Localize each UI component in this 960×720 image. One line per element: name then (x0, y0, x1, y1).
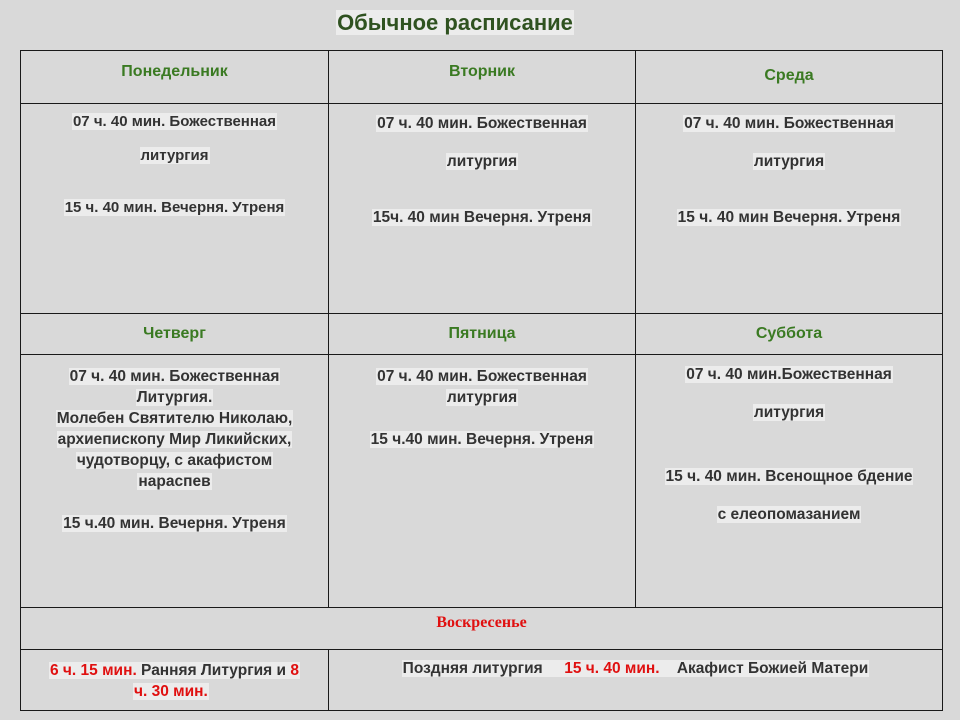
day-header-sat: Суббота (755, 325, 823, 342)
day-schedule-fri (329, 366, 635, 450)
akathist-label: Акафист Божией Матери (676, 660, 869, 677)
service-line: 07 ч. 40 мин.Божественная (686, 366, 892, 383)
akathist-time: 15 ч. 40 мин. (564, 660, 660, 677)
service-line: архиепископу Мир Ликийских, (57, 431, 292, 448)
service-line: 07 ч. 40 мин. Божественная (72, 113, 277, 130)
service-line: Молебен Святителю Николаю, (56, 410, 293, 427)
table-line-h2 (20, 313, 943, 314)
service-line: 15 ч. 40 мин Вечерня. Утреня (677, 209, 901, 226)
service-line: 15 ч.40 мин. Вечерня. Утреня (63, 515, 286, 532)
day-schedule-thu (21, 366, 328, 534)
service-line: 15ч. 40 мин Вечерня. Утреня (372, 209, 592, 226)
day-schedule-wed (636, 115, 942, 227)
service-line: 15 ч.40 мин. Вечерня. Утреня (370, 431, 594, 448)
day-schedule-sat (636, 366, 942, 524)
service-line: 07 ч. 40 мин. Божественная (377, 115, 587, 132)
day-header-mon: Понедельник (121, 63, 228, 80)
service-line: с елеопомазанием (717, 506, 861, 523)
table-line-h1 (20, 103, 943, 104)
table-line-h3 (20, 354, 943, 355)
service-line: литургия (753, 404, 825, 421)
service-line: 07 ч. 40 мин. Божественная (684, 115, 894, 132)
table-border-bottom (20, 710, 943, 711)
page-title: Обычное расписание (337, 10, 573, 35)
service-line: литургия (753, 153, 825, 170)
service-line: литургия (140, 147, 209, 164)
day-header-fri: Пятница (448, 325, 516, 342)
day-header-thu: Четверг (143, 325, 206, 342)
day-header-tue: Вторник (448, 63, 516, 80)
service-line: 15 ч. 40 мин. Вечерня. Утреня (64, 199, 285, 216)
service-line: 07 ч. 40 мин. Божественная (69, 368, 280, 385)
service-line: нараспев (138, 473, 211, 490)
table-border-right (942, 50, 943, 711)
table-border-top (20, 50, 943, 51)
early-liturgy-label: Ранняя Литургия и (136, 662, 291, 679)
second-liturgy-time-minutes: ч. 30 мин. (134, 683, 208, 700)
service-line: 07 ч. 40 мин. Божественная (377, 368, 587, 385)
day-header-wed: Среда (764, 67, 814, 84)
early-liturgy-time: 6 ч. 15 мин. (50, 662, 137, 679)
service-line: литургия (446, 389, 518, 406)
table-line-h4 (20, 607, 943, 608)
service-line: 15 ч. 40 мин. Всенощное бдение (665, 468, 913, 485)
service-line: чудотворцу, с акафистом (76, 452, 273, 469)
second-liturgy-time-hour: 8 (290, 662, 299, 679)
sunday-header: Воскресенье (436, 614, 527, 631)
service-line: Литургия. (136, 389, 213, 406)
table-line-h5 (20, 649, 943, 650)
sunday-early-liturgy (21, 660, 328, 702)
day-schedule-mon (21, 113, 328, 216)
service-line: литургия (446, 153, 518, 170)
day-schedule-tue (329, 115, 635, 227)
late-liturgy-label: Поздняя литургия (402, 660, 543, 677)
sunday-late-services (329, 660, 942, 678)
table-line-v1-lower (328, 649, 329, 711)
